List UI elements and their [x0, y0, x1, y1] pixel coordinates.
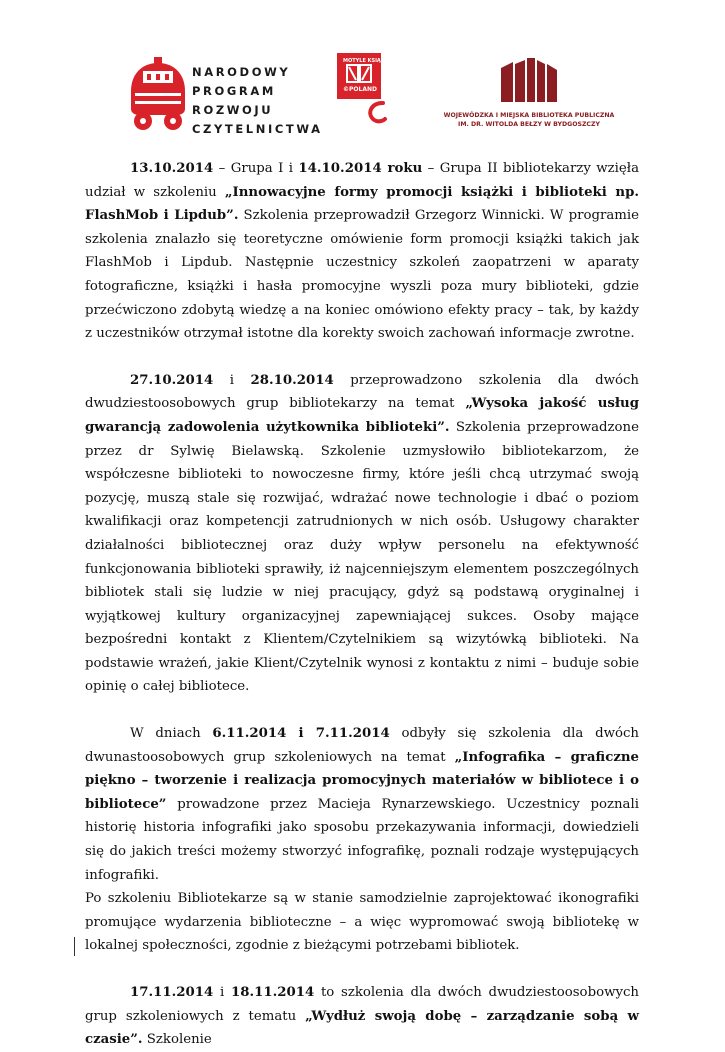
text: – Grupa II bibliotekarzy wzięła udział w szkoleniu [85, 161, 639, 200]
paragraph-flashmob-training [85, 157, 639, 346]
text: to szkolenia dla dwóch dwudziestoosobowych grup szkoleniowych z tematu [85, 985, 639, 1024]
training-title: „Wydłuż swoją dobę – zarządzanie sobą w czasie”. [85, 1008, 639, 1048]
training-title: „Innowacyjne formy promocji książki i biblioteki np. FlashMob i Lipdub”. [85, 184, 639, 224]
paragraph-service-quality-training [85, 369, 639, 699]
text: Szkolenie [142, 1032, 212, 1048]
text: prowadzone przez Macieja Rynarzewskiego. Uczestnicy poznali historię historia infografiki jako sposobu przekazywania informacji, dowiedzieli się do jakich treści możemy stworzyć infografikę, poznali rodzaje występujących infografiki. [85, 796, 639, 883]
npr-line-4: CZYTELNICTWA [192, 122, 323, 136]
date-2: 18.11.2014 [230, 985, 315, 1000]
poland-logo-top-text: MOTYLE KSIĄŻKI [343, 58, 391, 64]
training-title: „Infografika – graficzne piękno – tworzenie i realizacja promocyjnych materiałów w bibliotece i o bibliotece” [85, 749, 639, 812]
text: W dniach [130, 726, 213, 742]
text: – Grupa I i [213, 161, 299, 176]
text: i [213, 985, 231, 1000]
npr-line-1: NARODOWY [192, 65, 291, 79]
text: Szkolenia przeprowadzone przez dr Sylwię Bielawską. Szkolenie uzmysłowiło bibliotekarzom, że współczesne biblioteki to nowoczesne firmy, które jeśli chcą utrzymać swoją pozycję, muszą stale się rozwijać, wdrażać nowe technologie i dbać o poziom kwalifikacji oraz kompetencji zatrudnionych w nich osób. Usługowy charakter działalności bibliotecznej oraz duży wpływ personelu na efektywność funkcjonowania biblioteki sprawiły, iż najcenniejszym elementem poszczególnych bibliotek stali się ludzie w niej pracujący, gdyż są podstawą oryginalnej i wyjątkowej kultury organizacyjnej zapewniającej sukces. Osoby mające bezpośredni kontakt z Klientem/Czytelnikiem są wizytówką biblioteki. Na podstawie wrażeń, jakie Klient/Czytelnik wynosi z kontaktu z nimi – buduje sobie opinię o całej bibliotece. [85, 419, 639, 695]
training-title: „Wysoka jakość usług gwarancją zadowolenia użytkownika biblioteki”. [85, 396, 640, 435]
book-stack-icon [499, 58, 559, 104]
text: i [213, 372, 251, 388]
document-body [85, 157, 639, 1052]
library-logo [436, 58, 622, 130]
text: odbyły się szkolenia dla dwóch dwunastoosobowych grup szkoleniowych na temat [85, 726, 639, 765]
date-1: 17.11.2014 [130, 985, 214, 1000]
page-header [0, 0, 725, 140]
poland-books-logo [337, 53, 389, 125]
infographics-followup-wrap [85, 887, 639, 958]
npr-line-2: PROGRAM [192, 84, 276, 98]
date-2: 28.10.2014 [250, 372, 334, 388]
npr-logo-text [192, 63, 323, 139]
npr-logo [127, 57, 327, 137]
library-name-line-1: WOJEWÓDZKA I MIEJSKA BIBLIOTEKA PUBLICZNA [443, 112, 615, 119]
text-cursor [74, 937, 75, 956]
poland-logo-bottom-text: ©POLAND [343, 86, 377, 93]
text: przeprowadzono szkolenia dla dwóch dwudziestoosobowych grup bibliotekarzy na temat [85, 372, 639, 412]
date-1: 13.10.2014 [130, 161, 214, 176]
date-1: 27.10.2014 [130, 372, 214, 388]
date-2: 14.10.2014 roku [298, 161, 423, 176]
paragraph-infographics-training [85, 722, 639, 887]
text: Szkolenia przeprowadził Grzegorz Winnicki. W programie szkolenia znalazło się teoretyczne omówienie form promocji książki takich jak FlashMob i Lipdub. Następnie uczestnicy szkoleń zaopatrzeni w aparaty fotograficzne, książki i hasła promocyjne wyszli poza mury biblioteki, gdzie przećwiczono zdobytą wiedzę a na koniec omówiono efekty pracy – tak, by każdy z uczestników otrzymał istotne dla korekty swoich zachowań informacje zwrotne. [85, 208, 639, 342]
dates: 6.11.2014 i 7.11.2014 [212, 726, 390, 742]
locomotive-icon [127, 57, 189, 137]
library-name-line-2: IM. DR. WITOLDA BEŁZY W BYDGOSZCZY [458, 121, 600, 128]
paragraph-time-management-training [85, 981, 639, 1052]
paragraph-infographics-followup: Po szkoleniu Bibliotekarze są w stanie samodzielnie zaprojektować ikonografiki promujące wydarzenia biblioteczne – a więc wypromować swoją bibliotekę w lokalnej społeczności, zgodnie z bieżącymi potrzebami bibliotek. [85, 891, 639, 954]
npr-line-3: ROZWOJU [192, 103, 274, 117]
